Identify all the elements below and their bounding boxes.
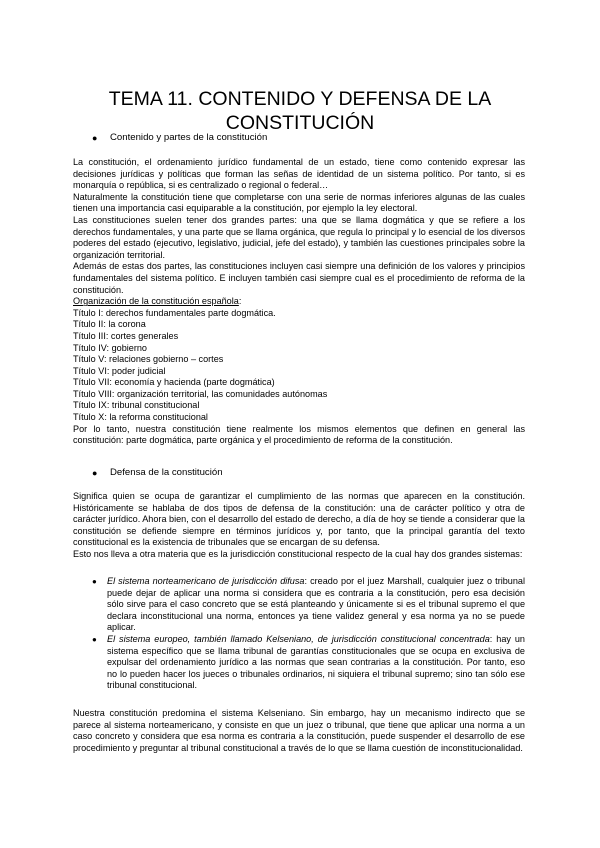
system-name: El sistema norteamericano de jurisdicción difusa bbox=[107, 576, 305, 586]
section-heading-label: Defensa de la constitución bbox=[110, 467, 223, 478]
bullet-icon: ● bbox=[92, 468, 98, 478]
organization-heading bbox=[73, 296, 525, 308]
paragraph: La constitución, el ordenamiento jurídico fundamental de un estado, tiene como contenido expresar las decisiones jurídicas y políticas que forman las señas de identidad de un sistema político. Por tanto, si es monarquía o república, si es centralizado o regional o federal… bbox=[73, 157, 525, 191]
list-item: Título IX: tribunal constitucional bbox=[73, 400, 200, 411]
list-item: Título IV: gobierno bbox=[73, 342, 147, 353]
list-item: Título V: relaciones gobierno – cortes bbox=[73, 354, 224, 365]
paragraph: Por lo tanto, nuestra constitución tiene realmente los mismos elementos que definen en general las constitución: parte dogmática, parte orgánica y el procedimiento de reforma de la constitución. bbox=[73, 423, 525, 446]
section-closing bbox=[73, 708, 525, 754]
organization-heading-text: Organización de la constitución española bbox=[73, 296, 239, 307]
systems-list bbox=[73, 576, 525, 692]
system-description: : hay un sistema específico que se llama tribunal de garantías constitucionales que se ocupa en exclusiva de expulsar del ordenamiento jurídico a las normas que sean contrarias a la constitución. Por tanto, eso no lo pueden hacer los jueces o tribunales ordinarios, ni siquiera el tribunal supremo; sino tan sólo ese tribunal constitucional. bbox=[107, 633, 525, 691]
organization-heading-colon: : bbox=[238, 296, 242, 307]
paragraph: Las constituciones suelen tener dos grandes partes: una que se llama dogmática y que se refiere a los derechos fundamentales, y una parte que se llama orgánica, que regula lo principal y lo esencial de los diversos poderes del estado (ejecutivo, legislativo, judicial, jefe del estado), y también las cuestiones principales sobre la organización territorial. bbox=[73, 214, 525, 260]
paragraph: Nuestra constitución predomina el sistema Kelseniano. Sin embargo, hay un mecanismo indirecto que se parece al sistema norteamericano, y consiste en que un juez o tribunal, que tiene que aplicar una norma a un caso concreto y considera que esa norma es contraria a la constitución, puede suspender el desarrollo de ese procedimiento y preguntar al tribunal constitucional a través de lo que se llama cuestión de inconstitucionalidad. bbox=[73, 708, 525, 753]
section-body-defensa bbox=[73, 491, 525, 561]
paragraph: Significa quien se ocupa de garantizar el cumplimiento de las normas que aparecen en la constitución. Históricamente se hablaba de dos tipos de defensa de la constitución: una de carácter político y otra de carácter jurídico. Ahora bien, con el desarrollo del estado de derecho, a día de hoy se tiende a considerar que la constitución se defiende siempre en términos jurídicos y, por tanto, que la principal garantía del texto constitucional es la existencia de tribunales que se encargan de su defensa. bbox=[73, 491, 525, 548]
list-item: Título II: la corona bbox=[73, 319, 146, 330]
list-item bbox=[73, 634, 525, 692]
list-item: Título III: cortes generales bbox=[73, 330, 179, 341]
list-item: Título VII: economía y hacienda (parte dogmática) bbox=[73, 377, 275, 388]
section-body-contenido bbox=[73, 157, 525, 447]
paragraph: Además de estas dos partes, las constituciones incluyen casi siempre una definición de los valores y principios fundamentales del sistema político. E incluyen también casi siempre cual es el procedimiento de reforma de la constitución. bbox=[73, 261, 525, 295]
system-name: El sistema europeo, también llamado Kelseniano, de jurisdicción constitucional concentrada bbox=[107, 633, 490, 644]
list-item bbox=[73, 576, 525, 634]
list-item: Título I: derechos fundamentales parte dogmática. bbox=[73, 307, 276, 318]
paragraph: Naturalmente la constitución tiene que completarse con una serie de normas inferiores algunas de las cuales tienen una importancia casi equiparable a la constitución, por ejemplo la ley electoral. bbox=[73, 191, 525, 214]
paragraph: Esto nos lleva a otra materia que es la jurisdicción constitucional respecto de la cual hay dos grandes sistemas: bbox=[73, 548, 523, 559]
list-item: Título VI: poder judicial bbox=[73, 365, 166, 376]
system-description: : creado por el juez Marshall, cualquier juez o tribunal puede dejar de aplicar una norma si considera que es contraria a la constitución, pero esa decisión sólo sirve para el caso concreto que se está planteando y únicamente si es el tribunal supremo el que declara inconstitucional una norma, entonces ya tiene validez general y esa norma ya no se puede aplicar. bbox=[107, 576, 525, 633]
section-heading-label: Contenido y partes de la constitución bbox=[110, 132, 268, 143]
list-item: Título VIII: organización territorial, las comunidades autónomas bbox=[73, 388, 328, 399]
bullet-icon: ● bbox=[92, 133, 98, 143]
page-title: TEMA 11. CONTENIDO Y DEFENSA DE LA CONSTITUCIÓN bbox=[108, 88, 492, 135]
titles-list bbox=[73, 308, 525, 424]
list-item: Título X: la reforma constitucional bbox=[73, 412, 208, 423]
bullet-icon: ● bbox=[92, 577, 97, 586]
bullet-icon: ● bbox=[92, 634, 97, 644]
